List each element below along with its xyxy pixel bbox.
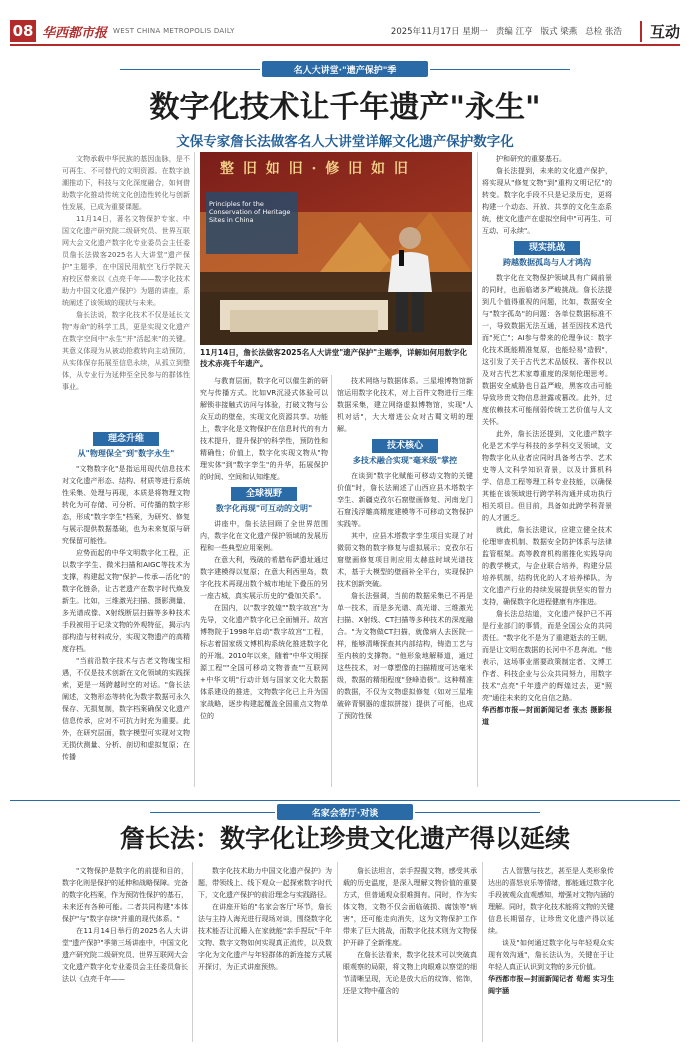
- paragraph: "文物保护是数字化的前提和目的，数字化则是保护的延伸和战略保障。完备的数字化档案，作为预防性保护的基石，未来还有各种可能。二者共同构建"本体保护"与"数字存续"并重的现代体系。": [62, 867, 188, 923]
- paragraph: 在詹长法看来，数字化技术可以突破真眼观察的局限，将文物上肉眼难以察觉的细节清晰呈现，无论是放大后的纹饰、铭饰，还是文物中蕴含的: [343, 951, 477, 995]
- bottom-column-3: [343, 865, 477, 1043]
- proofreader-credit: 总检 张浩: [585, 27, 622, 37]
- issue-date: 2025年11月17日 星期一: [390, 27, 488, 37]
- paragraph: "当前沿数字技术与古老文物瑰宝相遇，不仅是技术创新在文化领域的实践探索，更是一场跨越时空的对话。"詹长法阐述，文物形态等转化为数字数据可永久保存、无损复制，数字档案确保文化遗产信息传承，应对不可抗力时充为重要。此外，在研究层面，数字模型可实现对文物无损伏测量、分析、剖切和虚拟复原；在传播: [62, 657, 190, 761]
- top-column-3: [337, 375, 473, 787]
- byline: 华西都市报—封面新闻记者 荀超 实习生 阎宇涵: [488, 975, 614, 995]
- main-headline: 数字化技术让千年遗产"永生": [149, 90, 541, 125]
- paragraph: 其中，应县木塔数字孪生项目实现了对微弱文物的数字修复与虚拟展示；克孜尔石窟壁画修复项目则应用太赫兹时域光谱技术，基于大模型的壁画补全平台，实现保护技术创新突破。: [337, 532, 473, 588]
- paragraph: 詹长法说，数字化技术不仅是延长文物"寿命"的科学工具，更是实现文化遗产在数字空间中"永生"并"活起来"的关键。其意义体现为从被动抢救转向主动预防，从实体保存拓展至信息永续，从孤立到整体，从专业行为延伸至全民参与的群体性事业。: [62, 311, 190, 391]
- column-rule: [482, 862, 483, 1042]
- page-number: 08: [10, 20, 36, 42]
- paragraph: 就此，詹长法建议，应建立健全技术伦理审查机制、数据安全防护体系与法律监管框架。高等教育机构需推化实践导向的教学模式，与企业联合培养，构建分层培养机制，结构优化的人才培养梯队，为文化遗产行业的持续发展提供坚实的智力支持，确保数字化进程健康有序推进。: [482, 526, 612, 606]
- issue-meta: [391, 21, 680, 42]
- section-badge: 现实挑战: [514, 241, 580, 255]
- byline: 华西都市报—封面新闻记者 张杰 摄影报道: [482, 706, 612, 726]
- lecture-photo-illustration: [200, 152, 472, 345]
- bottom-column-1: [62, 865, 188, 1043]
- paragraph: 技术网络与数据体系。三星堆博物馆新馆运用数字化技术，对上百件文物进行三维数据采集，建立网络虚拟博物馆，实现"人机对话"，大大增进公众对古蜀文明的理解。: [337, 377, 473, 433]
- paper-logo: 华西都市报: [42, 25, 108, 41]
- bottom-headline: 詹长法：数字化让珍贵文化遗产得以延续: [119, 824, 570, 853]
- paragraph: 11月14日，著名文物保护专家、中国文化遗产研究院二级研究员、世界互联网大会文化遗产数字化专业委员会主任委员詹长法做客2025名人大讲堂"遗产保护"主题季，在中国民用航空飞行学院天府校区带来以《点亮千年——数字化技术助力中国文化遗产保护》为题的讲座，系统阐述了该领域的现状与未来。: [62, 215, 190, 307]
- section-heading: 多技术融合实现"毫米级"掌控: [352, 456, 458, 465]
- paragraph: 谈及"如何通过数字化与年轻观众实现有效沟通"，詹长法认为，关键在于让年轻人真正认识到文物的多元价值。: [488, 939, 614, 971]
- paragraph: 詹长法坦言，亲手捏握文物，感受其承载的历史温度，是深入理解文物价值的重要方式，但普通观众很难拥有。同时，作为实体文物，文物不仅会面临破损、腐蚀等"病害"，还可能走向消失，这为文物保护工作带来了巨大挑战，而数字化技术则为文物保护开辟了全新维度。: [343, 867, 477, 947]
- paragraph: 詹长法强调，当前的数据采集已不再是单一技术，而是多光谱、高光谱、三维激光扫描、X射线、CT扫描等多种技术的深度融合。"为文物做CT扫描，就像病人去医院一样，能够清晰探查其内部结构，铸造工艺与至内核的支撑物。"他形象地解释道，通过这些技术，对一尊塑像的扫描精度可达毫米级，数据的精细程度"登峰造极"。这种精准的数据，不仅为文物虚拟修复（如对三星堆破碎青铜器的虚拟拼接）提供了可能，也成了预防性保: [337, 592, 473, 720]
- sub-headline: 文保专家詹长法做客名人大讲堂详解文化遗产保护数字化: [176, 134, 514, 150]
- paragraph: "文物数字化"是指运用现代信息技术对文化遗产形态、结构、材质等进行系统性采集、处理与再现，本质是将物理文物转化为可存储、可分析、可传播的数字形态，形成"数字孪生"档案，为研究、修复与展示提供数据基础，也为未来复原与研究保留可能性。: [62, 465, 190, 545]
- paragraph: 文物承载中华民族的基因血脉，是不可再生、不可替代的文明资源。在数字浪潮推动下，科技与文化深度融合，如何借助数字化推动传统文化创造性转化与创新性发展，已成为重要课题。: [62, 155, 190, 211]
- section-badge: 技术核心: [372, 439, 438, 453]
- section-divider: [10, 800, 680, 801]
- paragraph: 在11月14日举行的2025名人大讲堂"遗产保护"季第三场讲座中，中国文化遗产研究院二级研究员、世界互联网大会文化遗产数字化专业委员会主任委员詹长法以《点亮千年——: [62, 927, 188, 983]
- ribbon-rule-right: [430, 69, 570, 70]
- paragraph: 詹长法总结道，文化遗产保护已不再是行业部门的事情，而是全国公众的共同责任。"数字化不是为了重建逝去的王朝，而是让文明在数据的长河中不息奔流。"他表示，这场事业需要政策制定者、文博工作者、科技企业与公众共同努力，用数字技术"点亮"千年遗产的辉煌过去，更"照亮"通往未来的文化自信之路。: [482, 610, 612, 702]
- column-rule: [477, 152, 478, 787]
- paragraph: 数字化技术助力中国文化遗产保护》为题，带领线上、线下观众一起探索数字时代下，文化遗产保护的前沿理念与实践路径。: [198, 867, 332, 899]
- paragraph: 在谈到"数字化赋能可移动文物的关键价值"时，詹长法阐述了山西应县木塔数字孪生、新疆克孜尔石窟壁画修复、河南龙门石窟浅浮雕高精度建模等不可移动文物保护实践等。: [337, 472, 473, 528]
- designer-credit: 版式 梁燕: [540, 27, 578, 37]
- paragraph: 讲座中，詹长法回顾了全世界范围内，数字化在文化遗产保护领域的发展历程和一些典型应用案例。: [200, 520, 328, 552]
- column-rule: [194, 152, 195, 787]
- bottom-column-2: [198, 865, 332, 1043]
- paragraph: 詹长法提到，未来的文化遗产保护，将实现从"修复文物"到"重构文明记忆"的转变。数字化手段不只是记录历史，更将构建一个动态、开放、共享的文化生态系统，使文化遗产在虚拟空间中"可再生、可互动、可永续"。: [482, 167, 612, 235]
- editor-credit: 责编 江亨: [495, 27, 533, 37]
- paragraph: 与教育层面，数字化可以催生新的研究与传播方式。比如VR沉浸式体验可以解锁非接触式访问与体验，打破文物与公众互动的壁垒，实现文化资源共享。功能上，数字化是文物保护在信息时代的有力技术提升，提升保护的科学性，预防性和精确性；价值上，数字化实现文物从"物理实体"到"数字孪生"的升华，拓展保护的时间、空间和认知维度。: [200, 377, 328, 481]
- paper-english-name: WEST CHINA METROPOLIS DAILY: [113, 27, 235, 35]
- slide-text: Principles for the Conservation of Heritage Sites in China: [209, 200, 291, 224]
- top-column-1b: [62, 428, 190, 788]
- section-heading: 从"物理保全"到"数字永生": [77, 449, 175, 458]
- column-ribbon: 名家会客厅·对谈: [277, 804, 413, 820]
- ribbon-rule-left: [150, 812, 275, 813]
- top-column-4: [482, 153, 612, 788]
- column-ribbon: 名人大讲堂·"遗产保护"季: [262, 61, 428, 77]
- top-column-1: [62, 153, 190, 425]
- paragraph: 在国内，以"数字敦煌""数字故宫"为先导，文化遗产数字化已全面铺开。故宫博物院于1998年启动"数字故宫"工程，标志着国家级文博机构系统化推进数字化的开端。2010年以来，随着"中华文明探源工程""全国可移动文物普查""互联网+中华文明"行动计划与国家文化大数据体系建设的推进，文物数字化已上升为国家战略，逐步构建起覆盖全国重点文物单位的: [200, 604, 328, 720]
- paragraph: 护和研究的重要基石。: [496, 155, 566, 163]
- paragraph: 数字化在文物保护领域具有广阔前景的同时，也面临诸多严峻挑战。詹长法提到几个值得重视的问题，比如，数据安全与"数字孤岛"的问题：各单位数据标准不一，导致数据无法互通，甚至因技术迭代而"死亡"；AI参与带来的伦理争议：数字化技术既能精准复原，也能轻易"造假"，这引发了关于古代艺术品版权、著作权以及对古代艺术家尊重度的深刻伦理思考。数据安全威胁也日益严峻，黑客攻击可能导致珍贵文物信息泄露或篡改。此外，过度依赖技术可能削弱传统工艺价值与人文关怀。: [482, 274, 612, 426]
- paragraph: 此外，詹长法还提到，文化遗产数字化是艺术学与科技的多学科交叉领域，文物数字化从业者应同时具备考古学、艺术史等人文科学知识背景，以及计算机科学、信息工程等理工科专业技能，以确保其能在该领域进行跨学科沟通并成功执行相关项目。但目前，具备如此跨学科背景的人才匮乏。: [482, 430, 612, 522]
- section-badge: 理念升维: [93, 432, 159, 446]
- column-rule: [331, 375, 332, 787]
- column-rule: [337, 862, 338, 1042]
- bottom-column-4: [488, 865, 614, 1043]
- column-rule: [192, 862, 193, 1042]
- photo-banner-text: 整 旧 如 旧 · 修 旧 如 旧: [220, 161, 410, 177]
- paragraph: 在讲座开始的"名家会客厅"环节，詹长法与主持人海光进行现场对谈，围绕数字化技术能否让沉睡入在家就能"亲手捏玩"千年文物、数字文物如何实现真正流传，以及数字化为文化遗产与年轻群体的新连接方式展开探讨，为正式讲座预热。: [198, 903, 332, 971]
- section-heading: 跨越数据孤岛与人才鸿沟: [503, 258, 591, 267]
- ribbon-rule-right: [415, 812, 540, 813]
- paragraph: 古人智慧与技艺，甚至是人类形象传达出的喜怒哀乐等情绪，都能通过数字化手段被观众直观感知，增强对文物内涵的理解。同时，数字化技术能将文物的关键信息长期留存，让珍贵文化遗产得以延续。: [488, 867, 614, 935]
- section-badge: 全球视野: [231, 487, 297, 501]
- section-heading: 数字化再现"可互动的文明": [215, 504, 313, 513]
- top-column-2: [200, 375, 328, 787]
- masthead: [10, 18, 680, 46]
- photo-caption: 11月14日，詹长法做客2025名人大讲堂"遗产保护"主题季，详解如何用数字化技术赤亮千年遗产。: [200, 348, 468, 368]
- ribbon-rule-left: [120, 69, 260, 70]
- section-name: 互动: [640, 21, 680, 42]
- lecture-photo: [200, 152, 472, 345]
- paragraph: 应势而起的中华文明数字化工程，正以数字学生、微米扫描和AIGC等技术为支撑，构建起文物"保护—传承—活化"的数字化链条，让古老遗产在数字时代焕发新生。比如，三维激光扫描、摄影测量、多光谱成像、X射线断层扫描等多种技术手段被用于记录文物的外观特征，揭示内部构造与材料成分，实现文物遗产的高精度存档。: [62, 549, 190, 653]
- paragraph: 在意大利，残破的希腊布萨遗址通过数字建模得以复原；在意大利西里岛，数字化技术再现出数个城市地址下叠压的另一座古城，真实展示历史的"叠加关系"。: [200, 556, 328, 600]
